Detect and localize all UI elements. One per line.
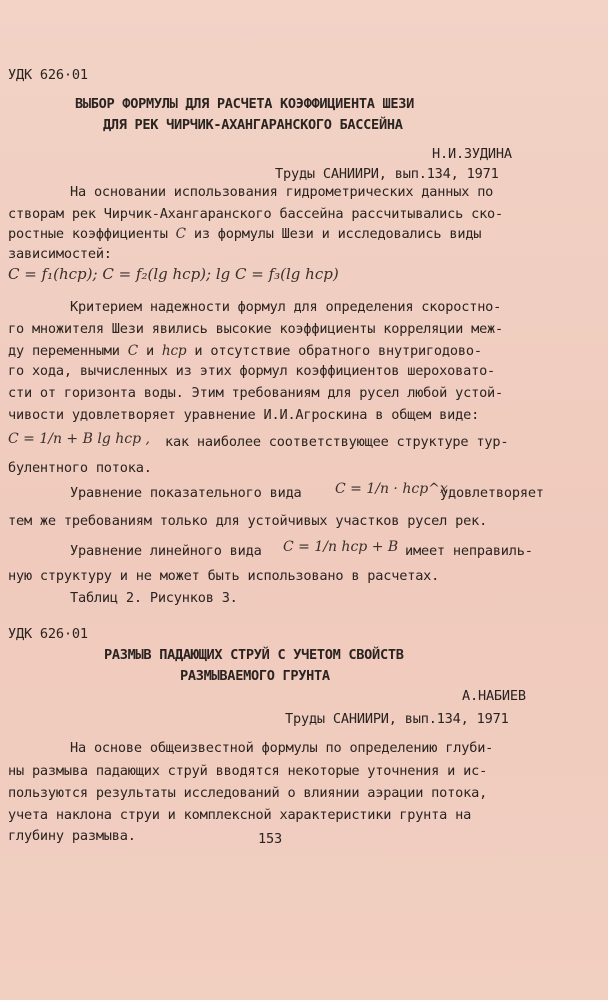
article2-p1-line4: учета наклона струи и комплексной характеристики грунта на <box>8 807 472 823</box>
article1-p2-line3 <box>8 342 482 360</box>
article1-p4-line1-start: Уравнение линейного вида <box>70 543 262 559</box>
symbol-c: C <box>127 343 138 359</box>
article1-p3-line1-end: удовлетворяет <box>440 485 544 501</box>
article2-p1-line3: пользуются результаты исследований о влиянии аэрации потока, <box>8 785 488 801</box>
formula-linear: C = 1/n hср + B <box>283 539 399 555</box>
article1-p1-line3 <box>8 225 481 243</box>
article1-p4-line1-end: имеет неправиль- <box>405 543 533 559</box>
article1-p2-line3-end: и отсутствие обратного внутригодово- <box>194 343 482 359</box>
article1-p2-line2: го множителя Шези явились высокие коэффициенты корреляции меж- <box>8 321 504 337</box>
article1-title-line1: ВЫБОР ФОРМУЛЫ ДЛЯ РАСЧЕТА КОЭФФИЦИЕНТА ШЕЗИ <box>75 96 415 112</box>
udk-code-1: УДК 626·01 <box>8 67 88 83</box>
article1-author: Н.И.ЗУДИНА <box>432 146 512 162</box>
article2-source: Труды САНИИРИ, вып.134, 1971 <box>285 711 509 727</box>
article1-p1-line2: створам рек Чирчик-Ахангаранского бассейна рассчитывались ско- <box>8 206 504 222</box>
udk-code-2: УДК 626·01 <box>8 626 88 642</box>
article1-p2-line7: как наиболее соответствующее структуре тур- <box>165 434 509 450</box>
article1-p1-line1: На основании использования гидрометрических данных по <box>70 184 494 200</box>
formula-dependencies: C = f₁(hср); C = f₂(lg hср); lg C = f₃(lg hср) <box>8 265 339 283</box>
symbol-hcp: hср <box>161 343 187 359</box>
article2-title-line2: РАЗМЫВАЕМОГО ГРУНТА <box>180 668 330 684</box>
article1-p2-line6: чивости удовлетворяет уравнение И.И.Агроскина в общем виде: <box>8 407 480 423</box>
article1-source: Труды САНИИРИ, вып.134, 1971 <box>275 166 499 182</box>
page-number: 153 <box>258 831 282 847</box>
article1-p3-line1-start: Уравнение показательного вида <box>70 485 302 501</box>
article1-p1-line3-end: из формулы Шези и исследовались виды <box>193 226 482 242</box>
article2-p1-line1: На основе общеизвестной формулы по определению глуби- <box>70 740 494 756</box>
article2-title-line1: РАЗМЫВ ПАДАЮЩИХ СТРУЙ С УЧЕТОМ СВОЙСТВ <box>104 647 404 663</box>
article2-p1-line5: глубину размыва. <box>8 828 136 844</box>
formula-power: C = 1/n · hср^x <box>335 481 448 497</box>
article1-p2-line3-start: ду переменными <box>8 343 120 359</box>
article1-tables-figures: Таблиц 2. Рисунков 3. <box>70 590 238 606</box>
article2-p1-line2: ны размыва падающих струй вводятся некоторые уточнения и ис- <box>8 763 488 779</box>
article1-p1-line3-start: ростные коэффициенты <box>8 226 168 242</box>
article1-p1-line4: зависимостей: <box>8 246 112 262</box>
article1-p2-line4: го хода, вычисленных из этих формул коэффициентов шероховато- <box>8 363 496 379</box>
article1-p2-line5: сти от горизонта воды. Этим требованиям для русел любой устой- <box>8 385 504 401</box>
article1-p4-line2: ную структуру и не может быть использовано в расчетах. <box>8 568 440 584</box>
article2-author: А.НАБИЕВ <box>462 688 526 704</box>
conjunction-and: и <box>145 343 154 359</box>
article1-p2-line8: булентного потока. <box>8 460 152 476</box>
article1-p2-line1: Критерием надежности формул для определения скоростно- <box>70 299 502 315</box>
article1-title-line2: ДЛЯ РЕК ЧИРЧИК-АХАНГАРАНСКОГО БАССЕЙНА <box>103 117 403 133</box>
symbol-c: C <box>175 226 186 242</box>
article1-p3-line2: тем же требованиям только для устойчивых участков русел рек. <box>8 513 488 529</box>
formula-agroskin: C = 1/n + B lg hср , <box>8 431 150 447</box>
